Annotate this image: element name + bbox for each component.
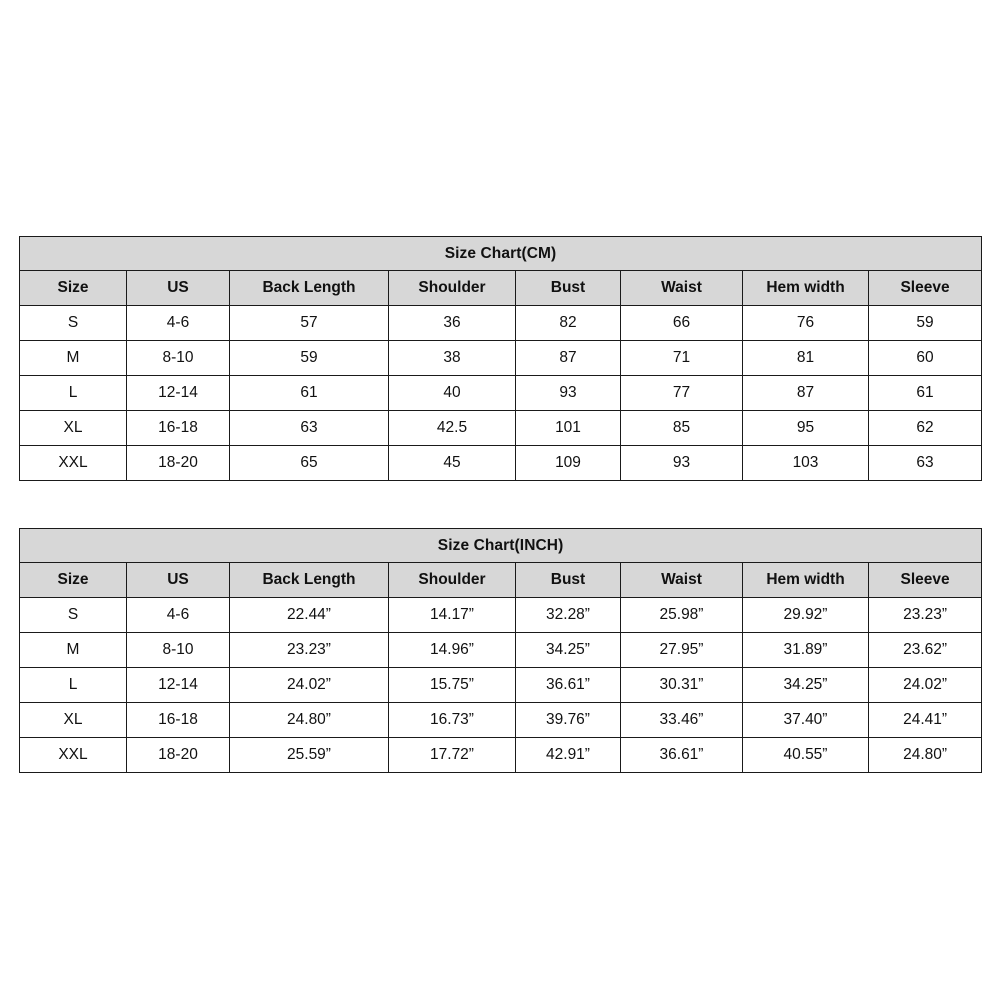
cell-hem-width: 81 — [743, 341, 869, 376]
cell-hem-width: 34.25” — [743, 668, 869, 703]
column-header-waist: Waist — [621, 271, 743, 306]
table-row — [20, 341, 982, 376]
cell-hem-width: 40.55” — [743, 738, 869, 773]
cell-size: XL — [20, 703, 127, 738]
cell-bust: 101 — [516, 411, 621, 446]
cell-sleeve: 61 — [869, 376, 982, 411]
cell-hem-width: 87 — [743, 376, 869, 411]
cell-size: M — [20, 633, 127, 668]
cell-bust: 42.91” — [516, 738, 621, 773]
column-header-us: US — [127, 563, 230, 598]
cell-bust: 87 — [516, 341, 621, 376]
cell-sleeve: 24.02” — [869, 668, 982, 703]
column-header-bust: Bust — [516, 271, 621, 306]
cell-waist: 85 — [621, 411, 743, 446]
table-row — [20, 633, 982, 668]
cell-waist: 30.31” — [621, 668, 743, 703]
cell-us: 12-14 — [127, 376, 230, 411]
cell-shoulder: 17.72” — [389, 738, 516, 773]
cell-shoulder: 16.73” — [389, 703, 516, 738]
column-header-shoulder: Shoulder — [389, 271, 516, 306]
cell-shoulder: 38 — [389, 341, 516, 376]
cell-waist: 66 — [621, 306, 743, 341]
column-header-waist: Waist — [621, 563, 743, 598]
cell-size: XL — [20, 411, 127, 446]
cell-shoulder: 45 — [389, 446, 516, 481]
cell-bust: 39.76” — [516, 703, 621, 738]
cell-shoulder: 15.75” — [389, 668, 516, 703]
cell-waist: 33.46” — [621, 703, 743, 738]
cell-shoulder: 36 — [389, 306, 516, 341]
cell-size: XXL — [20, 446, 127, 481]
cell-us: 8-10 — [127, 633, 230, 668]
cell-sleeve: 63 — [869, 446, 982, 481]
cell-shoulder: 14.17” — [389, 598, 516, 633]
cell-size: XXL — [20, 738, 127, 773]
table-title: Size Chart(CM) — [20, 237, 982, 271]
cell-bust: 93 — [516, 376, 621, 411]
column-header-back-length: Back Length — [230, 563, 389, 598]
column-header-size: Size — [20, 271, 127, 306]
table-row — [20, 703, 982, 738]
cell-bust: 32.28” — [516, 598, 621, 633]
cell-back-length: 57 — [230, 306, 389, 341]
cell-bust: 109 — [516, 446, 621, 481]
column-header-sleeve: Sleeve — [869, 271, 982, 306]
cell-back-length: 24.80” — [230, 703, 389, 738]
table-header-row — [20, 563, 982, 598]
table-row — [20, 598, 982, 633]
table-row — [20, 306, 982, 341]
cell-sleeve: 24.41” — [869, 703, 982, 738]
column-header-back-length: Back Length — [230, 271, 389, 306]
cell-size: S — [20, 598, 127, 633]
table-row — [20, 668, 982, 703]
cell-size: M — [20, 341, 127, 376]
cell-hem-width: 37.40” — [743, 703, 869, 738]
cell-shoulder: 42.5 — [389, 411, 516, 446]
cell-hem-width: 103 — [743, 446, 869, 481]
cell-us: 8-10 — [127, 341, 230, 376]
cell-back-length: 25.59” — [230, 738, 389, 773]
column-header-sleeve: Sleeve — [869, 563, 982, 598]
table-row — [20, 376, 982, 411]
table-title-row — [20, 237, 982, 271]
cell-us: 18-20 — [127, 738, 230, 773]
column-header-size: Size — [20, 563, 127, 598]
column-header-hem-width: Hem width — [743, 271, 869, 306]
cell-shoulder: 40 — [389, 376, 516, 411]
cell-back-length: 61 — [230, 376, 389, 411]
cell-hem-width: 31.89” — [743, 633, 869, 668]
cell-sleeve: 23.23” — [869, 598, 982, 633]
cell-back-length: 65 — [230, 446, 389, 481]
cell-hem-width: 95 — [743, 411, 869, 446]
cell-us: 4-6 — [127, 306, 230, 341]
cell-back-length: 63 — [230, 411, 389, 446]
cell-shoulder: 14.96” — [389, 633, 516, 668]
cell-waist: 36.61” — [621, 738, 743, 773]
cell-us: 4-6 — [127, 598, 230, 633]
cell-back-length: 23.23” — [230, 633, 389, 668]
cell-us: 12-14 — [127, 668, 230, 703]
column-header-hem-width: Hem width — [743, 563, 869, 598]
size-chart-cm-block — [19, 236, 981, 481]
cell-waist: 27.95” — [621, 633, 743, 668]
cell-size: S — [20, 306, 127, 341]
cell-waist: 25.98” — [621, 598, 743, 633]
cell-sleeve: 59 — [869, 306, 982, 341]
size-chart-inch-table — [19, 528, 982, 773]
cell-bust: 36.61” — [516, 668, 621, 703]
size-chart-cm-table — [19, 236, 982, 481]
table-title: Size Chart(INCH) — [20, 529, 982, 563]
table-row — [20, 738, 982, 773]
cell-size: L — [20, 376, 127, 411]
cell-waist: 77 — [621, 376, 743, 411]
cell-bust: 34.25” — [516, 633, 621, 668]
cell-us: 16-18 — [127, 703, 230, 738]
cell-sleeve: 62 — [869, 411, 982, 446]
size-chart-inch-block — [19, 528, 981, 773]
cell-size: L — [20, 668, 127, 703]
table-header-row — [20, 271, 982, 306]
table-row — [20, 411, 982, 446]
cell-us: 18-20 — [127, 446, 230, 481]
cell-bust: 82 — [516, 306, 621, 341]
cell-back-length: 24.02” — [230, 668, 389, 703]
table-row — [20, 446, 982, 481]
cell-us: 16-18 — [127, 411, 230, 446]
cell-back-length: 59 — [230, 341, 389, 376]
column-header-bust: Bust — [516, 563, 621, 598]
cell-back-length: 22.44” — [230, 598, 389, 633]
table-title-row — [20, 529, 982, 563]
cell-hem-width: 76 — [743, 306, 869, 341]
cell-hem-width: 29.92” — [743, 598, 869, 633]
cell-sleeve: 24.80” — [869, 738, 982, 773]
cell-sleeve: 23.62” — [869, 633, 982, 668]
cell-sleeve: 60 — [869, 341, 982, 376]
cell-waist: 71 — [621, 341, 743, 376]
cell-waist: 93 — [621, 446, 743, 481]
column-header-shoulder: Shoulder — [389, 563, 516, 598]
column-header-us: US — [127, 271, 230, 306]
